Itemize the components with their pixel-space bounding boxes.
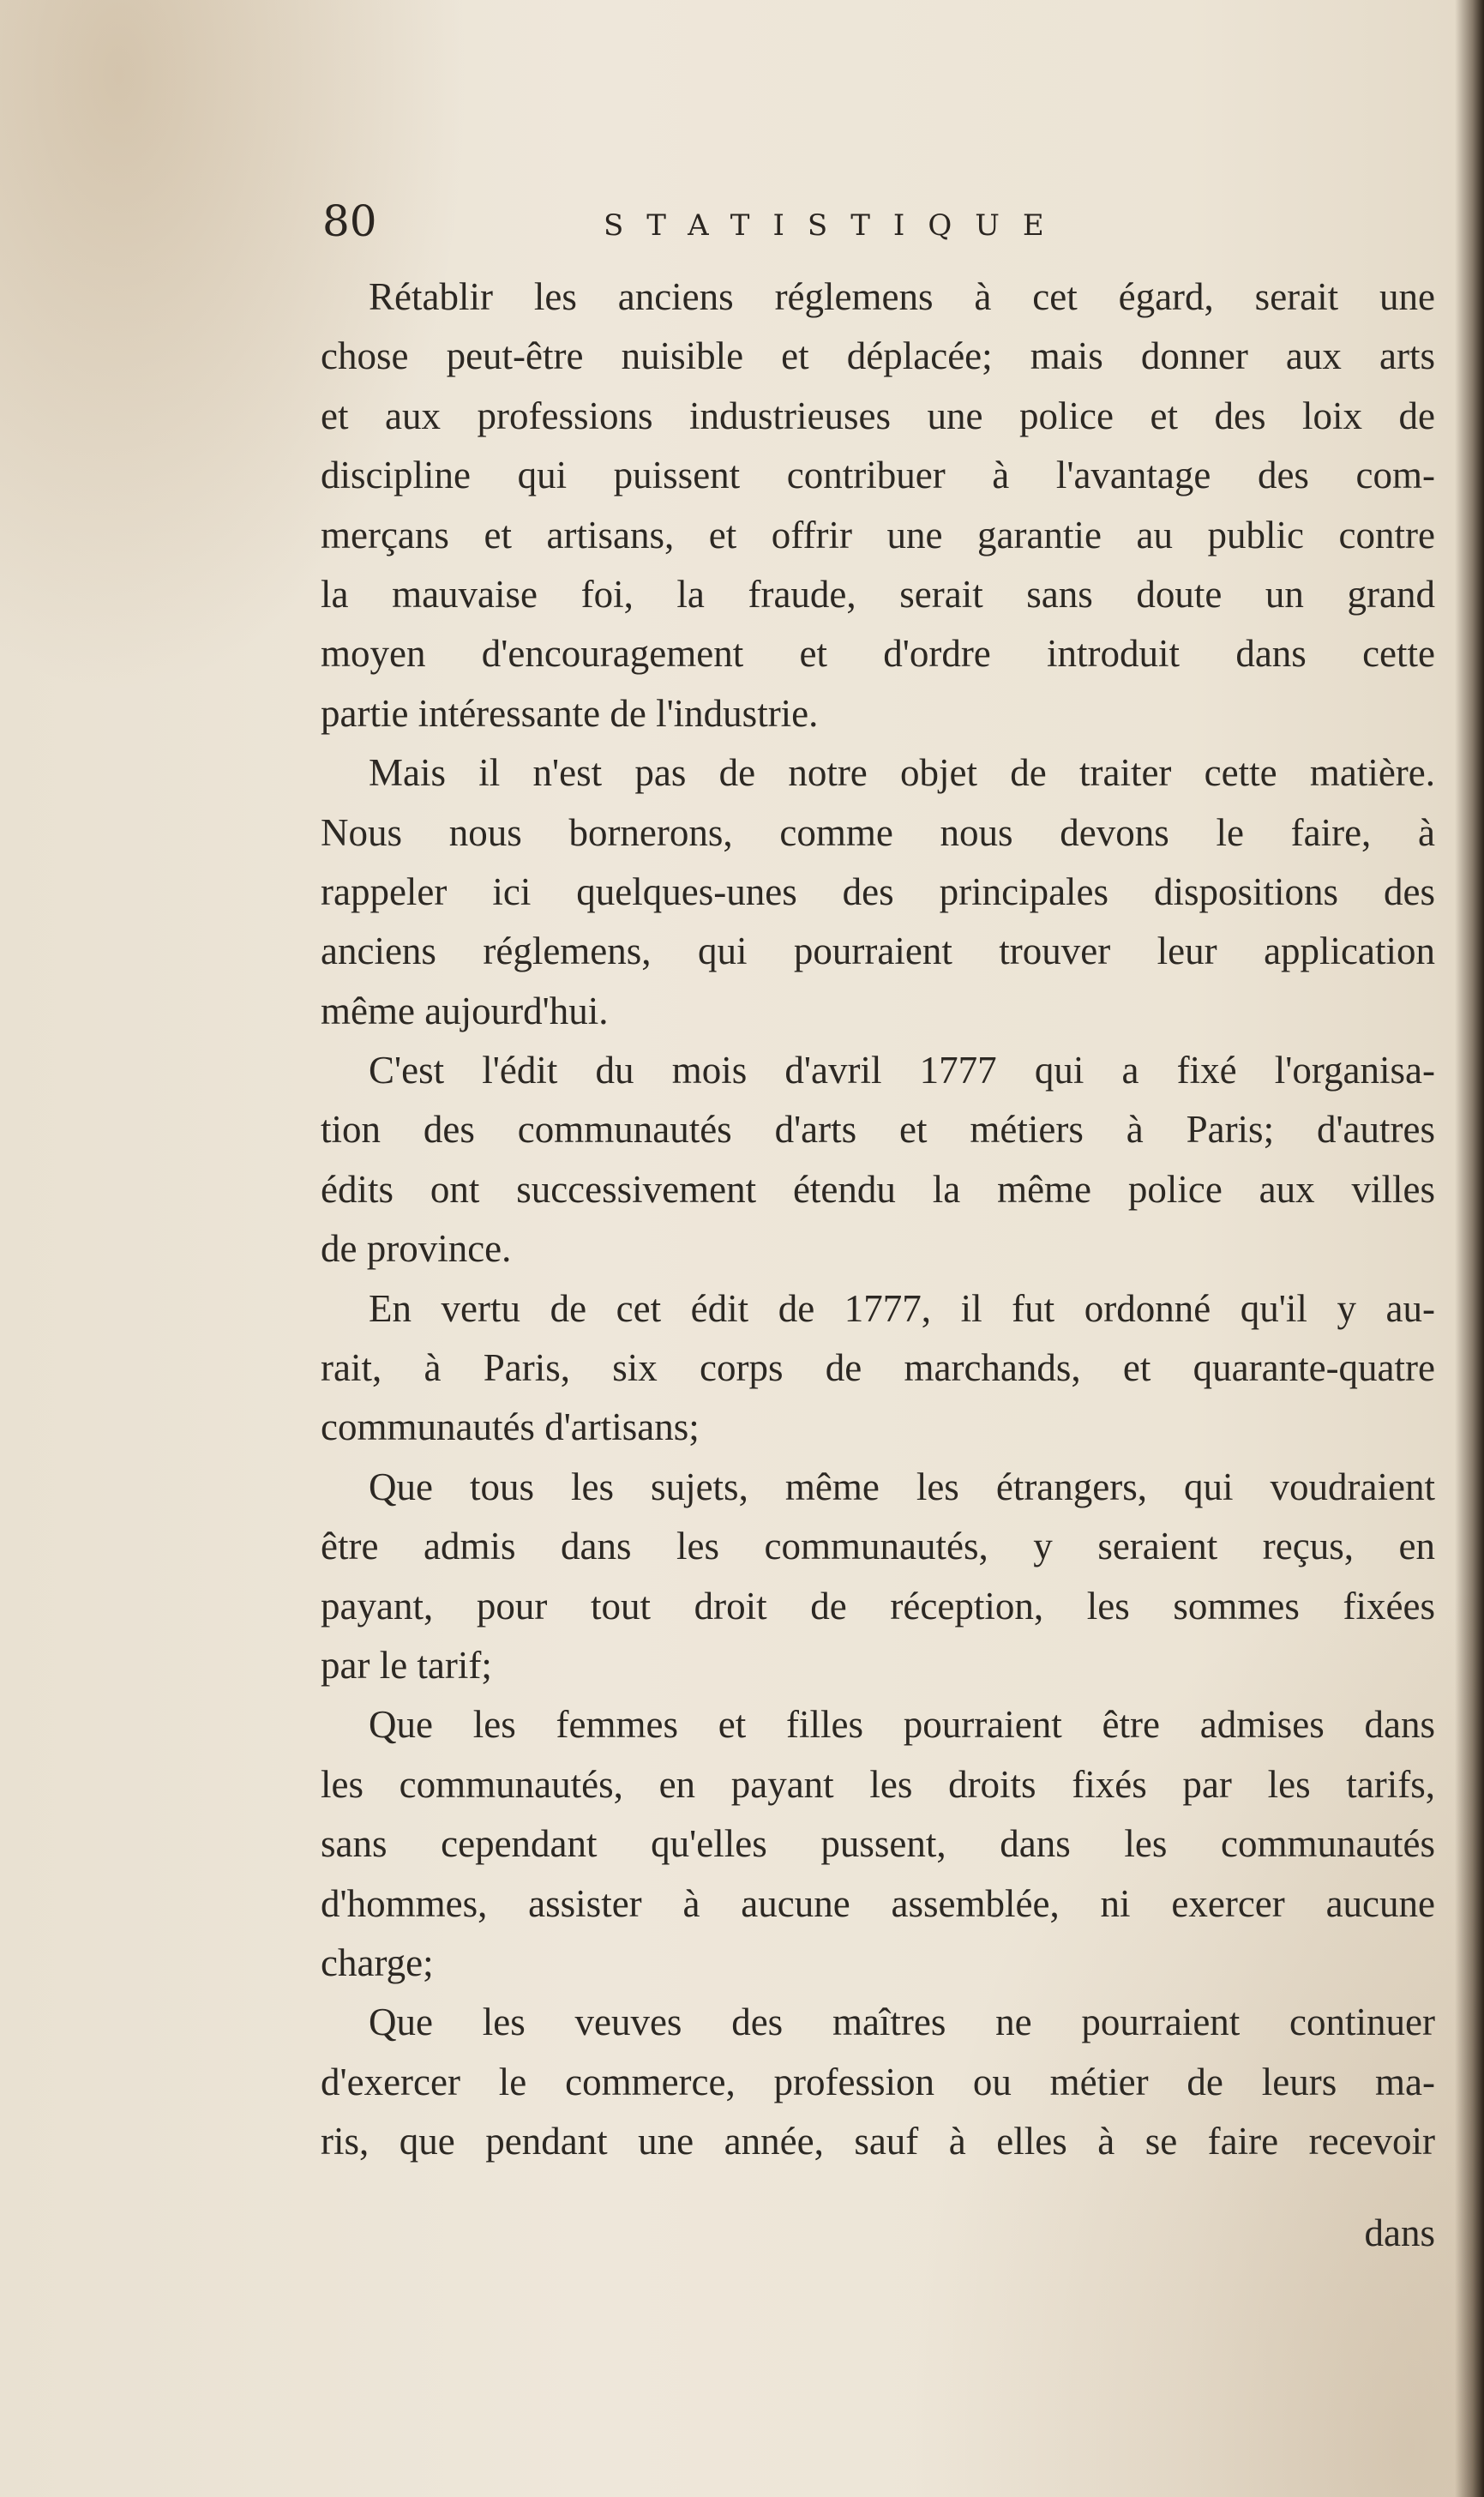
body-text xyxy=(321,268,1435,2172)
text-line: rappeler ici quelques-unes des principales dispositions des xyxy=(321,869,1435,913)
page-number: 80 xyxy=(322,196,377,246)
text-line: communautés d'artisans; xyxy=(321,1405,700,1449)
text-line: Que tous les sujets, même les étrangers, qui voudraient xyxy=(369,1465,1435,1508)
page-heading: STATISTIQUE xyxy=(604,208,1067,243)
text-line: les communautés, en payant les droits fixés par les tarifs, xyxy=(321,1762,1435,1806)
text-line: tion des communautés d'arts et métiers à Paris; d'autres xyxy=(321,1108,1435,1152)
text-line: d'exercer le commerce, profession ou métier de leurs ma- xyxy=(321,2060,1435,2103)
text-line: Nous nous bornerons, comme nous devons le faire, à xyxy=(321,810,1435,854)
text-line: par le tarif; xyxy=(321,1643,492,1687)
text-line: d'hommes, assister à aucune assemblée, ni exercer aucune xyxy=(321,1881,1435,1925)
text-line: de province. xyxy=(321,1227,512,1271)
catchword-row xyxy=(321,2207,1435,2259)
text-line: rait, à Paris, six corps de marchands, et quarante-quatre xyxy=(321,1346,1435,1390)
text-line: payant, pour tout droit de réception, les sommes fixées xyxy=(321,1584,1435,1628)
text-line: En vertu de cet édit de 1777, il fut ordonné qu'il y au- xyxy=(369,1286,1435,1330)
text-line: charge; xyxy=(321,1940,434,1984)
text-line: partie intéressante de l'industrie. xyxy=(321,691,819,735)
text-line: même aujourd'hui. xyxy=(321,989,609,1032)
text-line: sans cependant qu'elles pussent, dans les communautés xyxy=(321,1822,1435,1866)
catchword: dans xyxy=(1364,2211,1435,2254)
text-line: chose peut-être nuisible et déplacée; mais donner aux arts xyxy=(321,334,1435,378)
text-line: Que les femmes et filles pourraient être admises dans xyxy=(369,1703,1435,1747)
text-line: ris, que pendant une année, sauf à elles à se faire recevoir xyxy=(321,2120,1435,2163)
text-line: anciens réglemens, qui pourraient trouver leur application xyxy=(321,930,1435,973)
text-line: C'est l'édit du mois d'avril 1777 qui a fixé l'organisa- xyxy=(369,1049,1435,1092)
text-line: moyen d'encouragement et d'ordre introduit dans cette xyxy=(321,632,1435,676)
text-line: discipline qui puissent contribuer à l'avantage des com- xyxy=(321,454,1435,497)
text-line: édits ont successivement étendu la même police aux villes xyxy=(321,1167,1435,1211)
text-line: merçans et artisans, et offrir une garantie au public contre xyxy=(321,513,1435,557)
text-line: Que les veuves des maîtres ne pourraient continuer xyxy=(369,2001,1435,2044)
text-line: Rétablir les anciens réglemens à cet égard, serait une xyxy=(369,275,1435,318)
running-head xyxy=(322,196,1437,256)
text-line: la mauvaise foi, la fraude, serait sans doute un grand xyxy=(321,572,1435,616)
text-line: Mais il n'est pas de notre objet de traiter cette matière. xyxy=(369,751,1435,795)
text-line: et aux professions industrieuses une police et des loix de xyxy=(321,394,1435,437)
text-line: être admis dans les communautés, y seraient reçus, en xyxy=(321,1525,1435,1568)
page-edge-shadow xyxy=(1455,0,1484,2497)
